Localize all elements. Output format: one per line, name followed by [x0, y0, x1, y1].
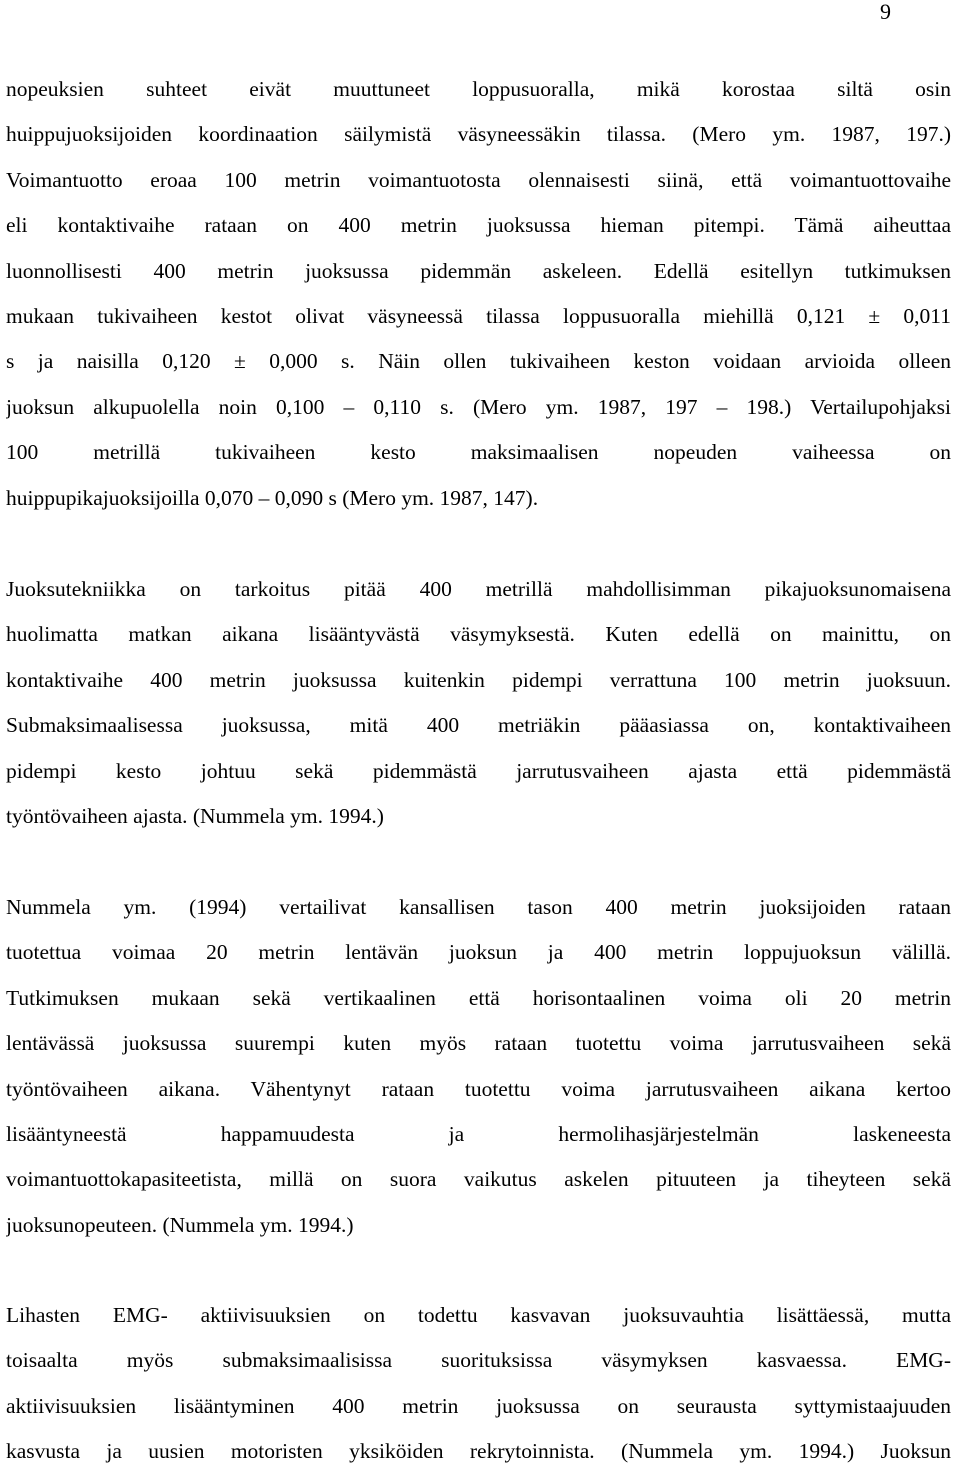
text-line: huippujuoksijoiden koordinaation säilymistä väsyneessäkin tilassa. (Mero ym. 1987, 197.) [6, 122, 951, 147]
text-line: työntövaiheen aikana. Vähentynyt rataan tuotettu voima jarrutusvaiheen aikana kertoo [6, 1076, 951, 1101]
text-line: pidempi kesto johtuu sekä pidemmästä jarrutusvaiheen ajasta että pidemmästä [6, 758, 951, 783]
text-line: Voimantuotto eroaa 100 metrin voimantuotosta olennaisesti siinä, että voimantuottovaihe [6, 167, 951, 192]
paragraph-4 [6, 1293, 951, 1475]
paragraph-1 [6, 67, 951, 521]
text-line: juoksunopeuteen. (Nummela ym. 1994.) [6, 1212, 354, 1237]
text-line: työntövaiheen ajasta. (Nummela ym. 1994.) [6, 803, 384, 828]
text-line: tuotettua voimaa 20 metrin lentävän juoksun ja 400 metrin loppujuoksun välillä. [6, 940, 951, 965]
text-line: s ja naisilla 0,120 ± 0,000 s. Näin ollen tukivaiheen keston voidaan arvioida olleen [6, 349, 951, 374]
text-line: toisaalta myös submaksimaalisissa suorituksissa väsymyksen kasvaessa. EMG- [6, 1348, 951, 1373]
text-line: voimantuottokapasiteetista, millä on suora vaikutus askelen pituuteen ja tiheyteen sekä [6, 1167, 951, 1192]
text-line: Tutkimuksen mukaan sekä vertikaalinen että horisontaalinen voima oli 20 metrin [6, 985, 951, 1010]
paragraph-3 [6, 885, 951, 1248]
text-line: 100 metrillä tukivaiheen kesto maksimaalisen nopeuden vaiheessa on [6, 440, 951, 465]
text-line: Submaksimaalisessa juoksussa, mitä 400 metriäkin pääasiassa on, kontaktivaiheen [6, 713, 951, 738]
page-number: 9 [880, 0, 891, 24]
text-line: lentävässä juoksussa suurempi kuten myös rataan tuotettu voima jarrutusvaiheen sekä [6, 1031, 951, 1056]
text-line: mukaan tukivaiheen kestot olivat väsyneessä tilassa loppusuoralla miehillä 0,121 ± 0,011 [6, 303, 951, 328]
text-line: luonnollisesti 400 metrin juoksussa pidemmän askeleen. Edellä esitellyn tutkimuksen [6, 258, 951, 283]
paragraph-2 [6, 567, 951, 839]
text-line: Juoksutekniikka on tarkoitus pitää 400 metrillä mahdollisimman pikajuoksunomaisena [6, 577, 951, 601]
text-line: kontaktivaihe 400 metrin juoksussa kuitenkin pidempi verrattuna 100 metrin juoksuun. [6, 667, 951, 692]
text-line: juoksun alkupuolella noin 0,100 – 0,110 s. (Mero ym. 1987, 197 – 198.) Vertailupohjaksi [6, 394, 951, 419]
text-line: kasvusta ja uusien motoristen yksiköiden rekrytoinnista. (Nummela ym. 1994.) Juoksun [6, 1439, 951, 1464]
text-line: huolimatta matkan aikana lisääntyvästä väsymyksestä. Kuten edellä on mainittu, on [6, 622, 951, 647]
text-line: Nummela ym. (1994) vertailivat kansallisen tason 400 metrin juoksijoiden rataan [6, 895, 951, 919]
text-line: eli kontaktivaihe rataan on 400 metrin juoksussa hieman pitempi. Tämä aiheuttaa [6, 213, 951, 238]
text-line: lisääntyneestä happamuudesta ja hermolihasjärjestelmän laskeneesta [6, 1121, 951, 1146]
text-line: huippupikajuoksijoilla 0,070 – 0,090 s (Mero ym. 1987, 147). [6, 485, 539, 510]
text-line: nopeuksien suhteet eivät muuttuneet loppusuoralla, mikä korostaa siltä osin [6, 77, 951, 101]
text-line: aktiivisuuksien lisääntyminen 400 metrin juoksussa on seurausta syttymistaajuuden [6, 1393, 951, 1418]
text-line: Lihasten EMG- aktiivisuuksien on todettu kasvavan juoksuvauhtia lisättäessä, mutta [6, 1303, 951, 1327]
